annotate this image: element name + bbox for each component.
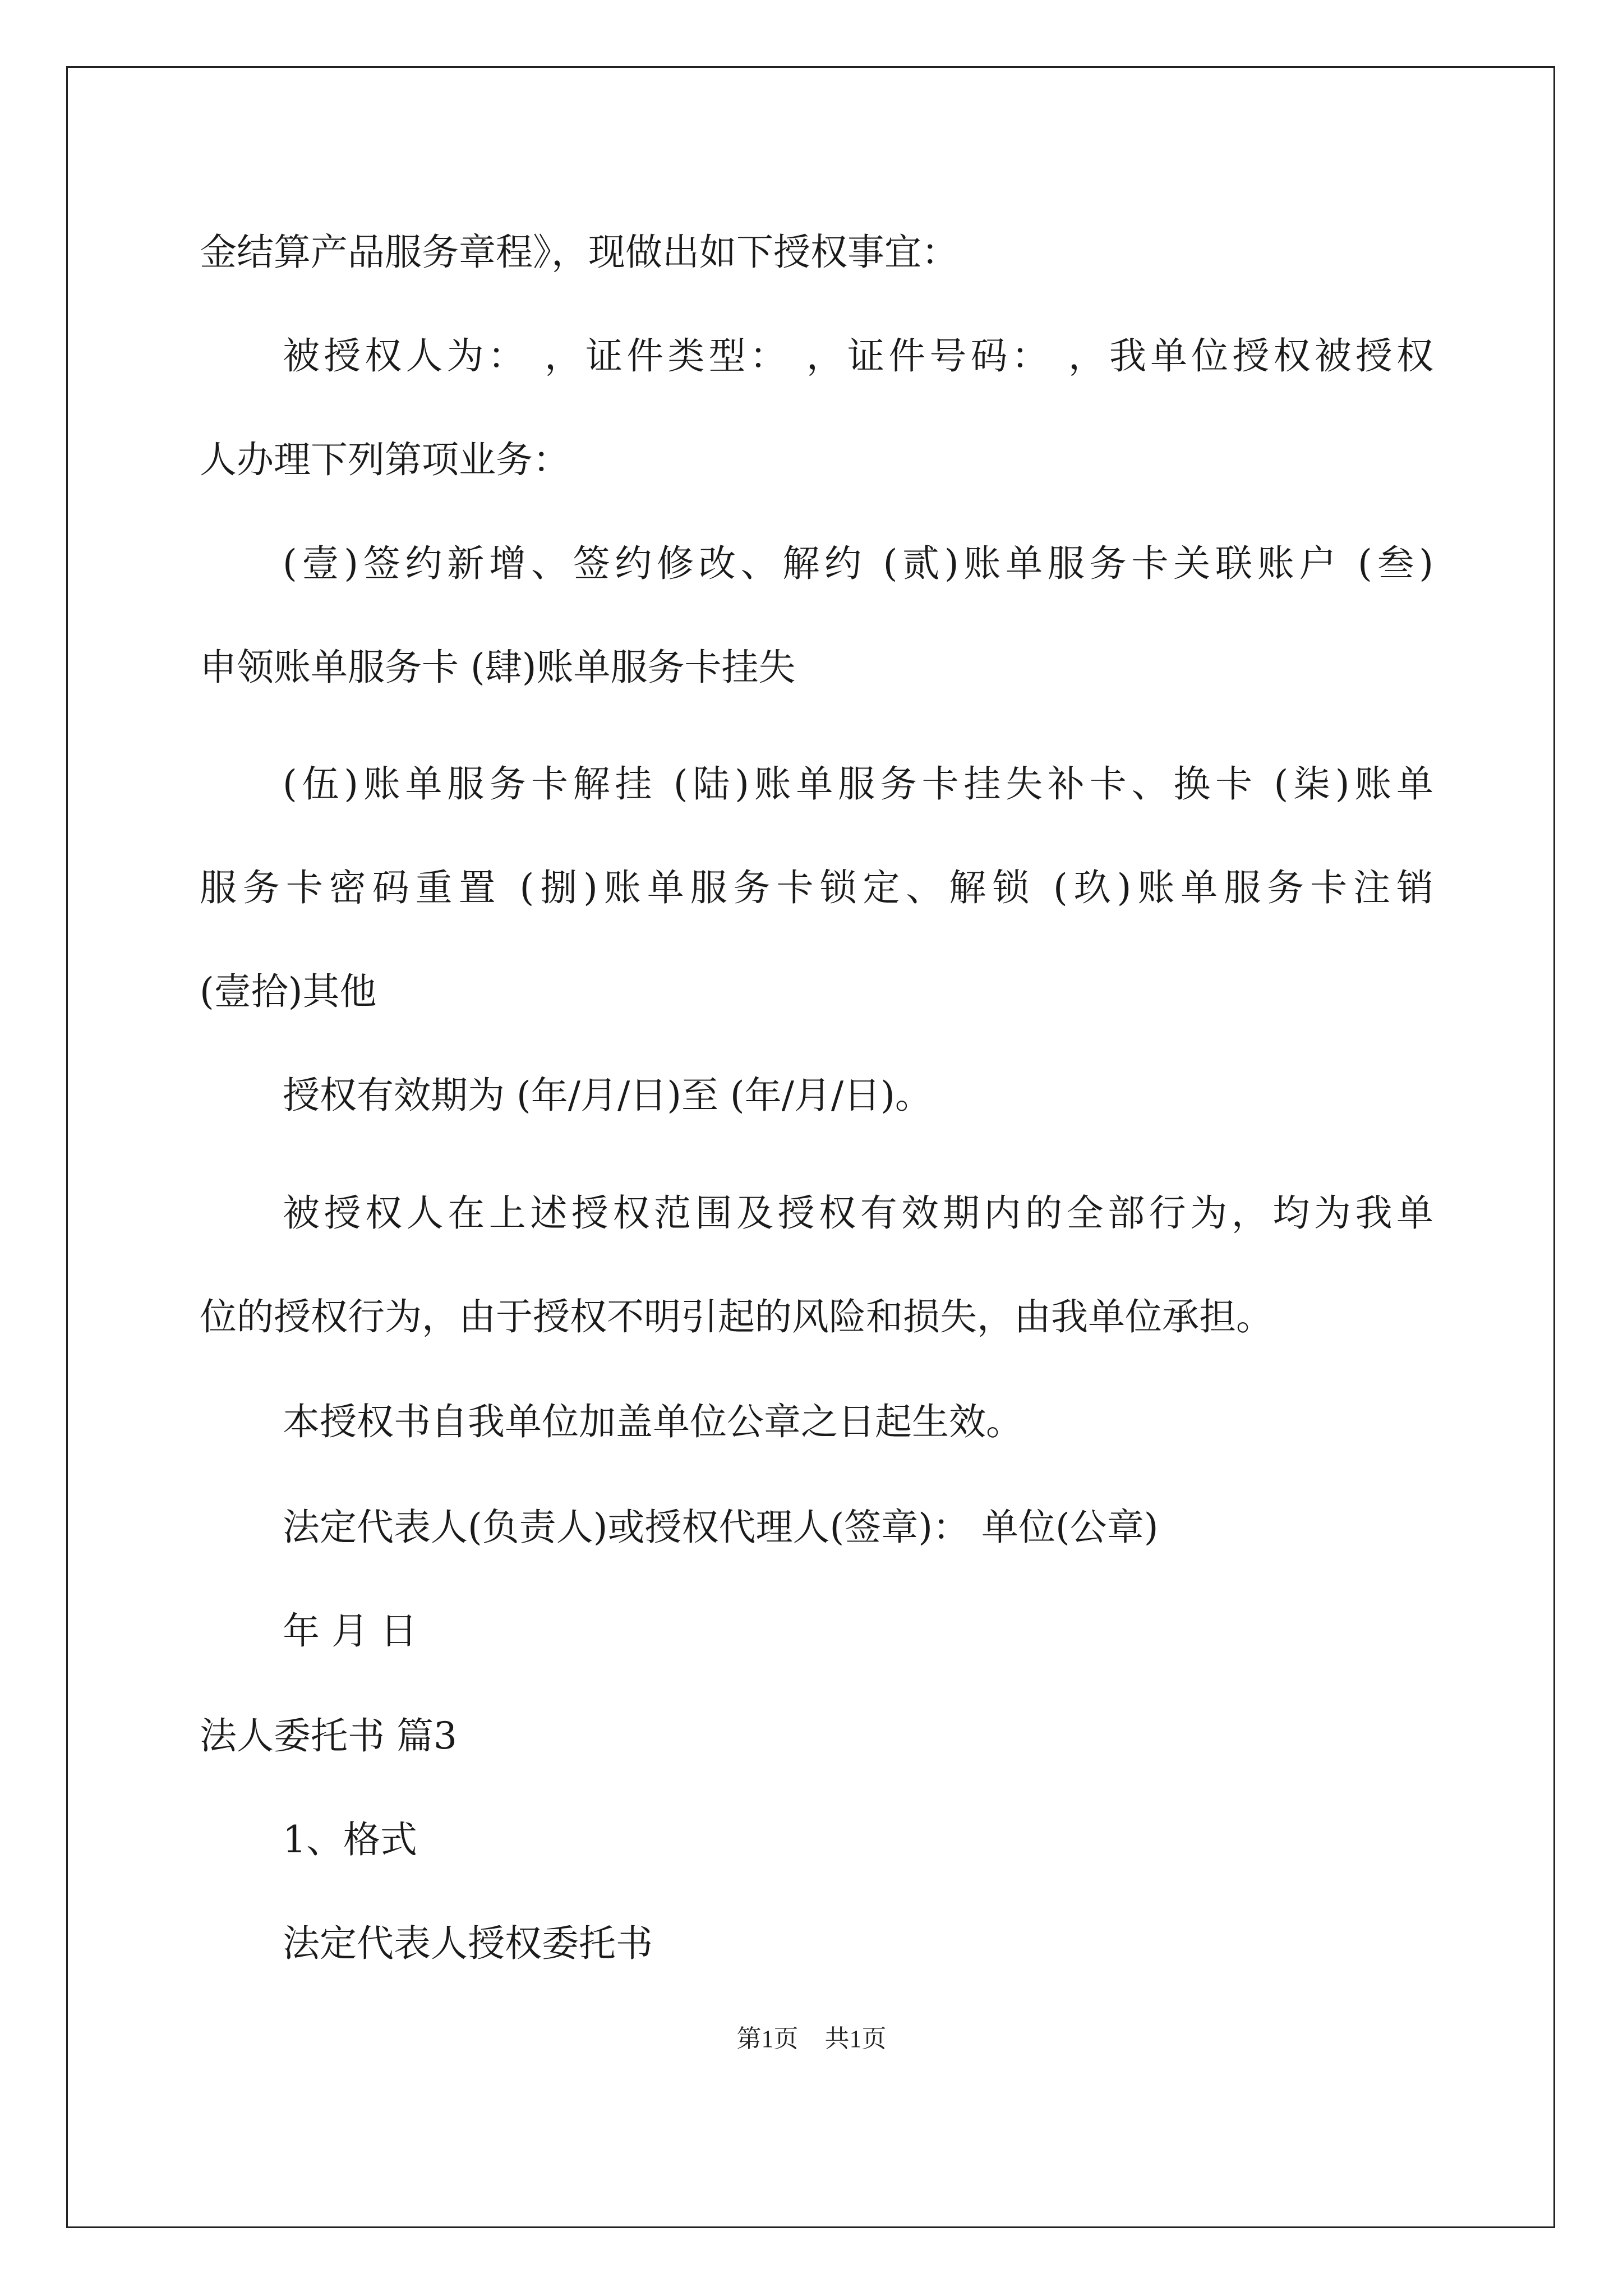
- text-line: 年 月 日: [283, 1609, 417, 1653]
- text-line: (伍)账单服务卡解挂 (陆)账单服务卡挂失补卡、换卡 (柒)账单: [283, 762, 1433, 806]
- text-line: 被授权人为： ，证件类型： ，证件号码： ，我单位授权被授权: [283, 334, 1433, 378]
- text-line: 位的授权行为，由于授权不明引起的风险和损失，由我单位承担。: [200, 1295, 1273, 1338]
- page-number: 第1页: [736, 2025, 799, 2053]
- page-total: 共1页: [824, 2025, 887, 2053]
- text-line: (壹)签约新增、签约修改、解约 (贰)账单服务卡关联账户 (叁): [283, 542, 1433, 585]
- text-line: 法定代表人授权委托书: [283, 1922, 653, 1965]
- text-line: 人办理下列第项业务：: [200, 438, 570, 481]
- text-line: 本授权书自我单位加盖单位公章之日起生效。: [283, 1400, 1023, 1443]
- text-line: (壹拾)其他: [200, 970, 377, 1013]
- text-line: 服务卡密码重置 (捌)账单服务卡锁定、解锁 (玖)账单服务卡注销: [200, 866, 1433, 909]
- text-line: 法定代表人(负责人)或授权代理人(签章)： 单位(公章): [283, 1506, 1159, 1549]
- section-heading: 法人委托书 篇3: [200, 1714, 457, 1757]
- text-line: 1、格式: [283, 1818, 417, 1861]
- text-line: 金结算产品服务章程》，现做出如下授权事宜：: [200, 231, 958, 274]
- text-line: 授权有效期为 (年/月/日)至 (年/月/日)。: [283, 1074, 932, 1117]
- page-footer: [0, 2022, 1623, 2056]
- page-border: [66, 66, 1555, 2228]
- text-line: 申领账单服务卡 (肆)账单服务卡挂失: [200, 646, 796, 689]
- text-line: 被授权人在上述授权范围及授权有效期内的全部行为，均为我单: [283, 1191, 1433, 1235]
